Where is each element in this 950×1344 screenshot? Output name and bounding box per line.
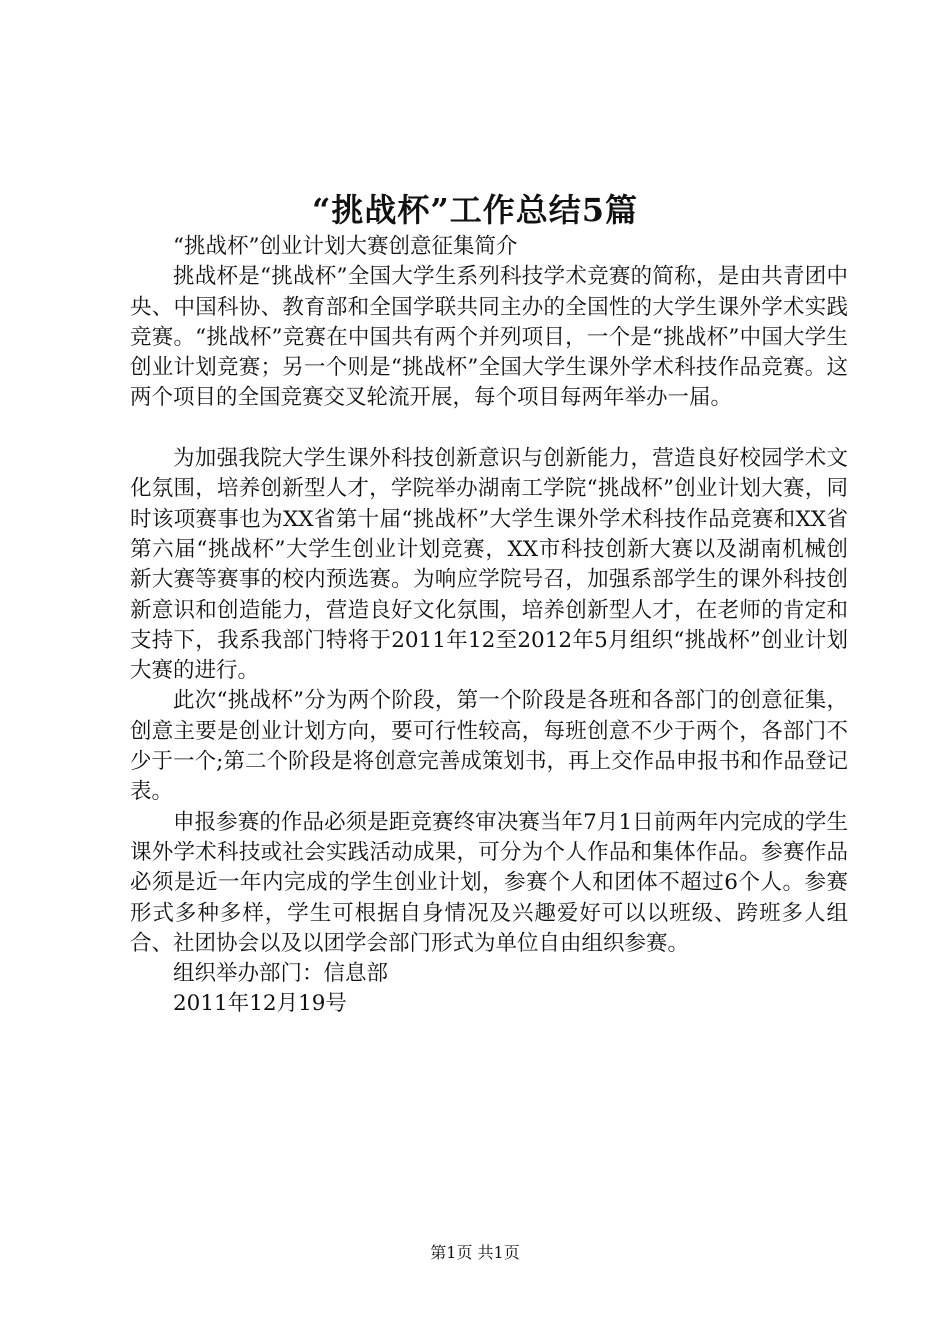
paragraph-purpose: 为加强我院大学生课外科技创新意识与创新能力，营造良好校园学术文化氛围，培养创新型人才，学院举办湖南工学院“挑战杯”创业计划大赛，同时该项赛事也为XX省第十届“挑战杯”大学生课外学术科技作品竞赛和XX省第六届“挑战杯”大学生创业计划竞赛，XX市科技创新大赛以及湖南机械创新大赛等赛事的校内预选赛。为响应学院号召，加强系部学生的课外科技创新意识和创造能力，营造良好文化氛围，培养创新型人才，在老师的肯定和支持下，我系我部门特将于2011年12至2012年5月组织“挑战杯”创业计划大赛的进行。 [130, 446, 848, 684]
paragraph-intro: 挑战杯是“挑战杯”全国大学生系列科技学术竞赛的简称，是由共青团中央、中国科协、教育部和全国学联共同主办的全国性的大学生课外学术实践竞赛。“挑战杯”竞赛在中国共有两个并列项目，一个是“挑战杯”中国大学生创业计划竞赛；另一个则是“挑战杯”全国大学生课外学术科技作品竞赛。这两个项目的全国竞赛交叉轮流开展，每个项目每两年举办一届。 [130, 264, 848, 411]
document-body [130, 232, 848, 1020]
page-footer: 第1页 共1页 [430, 1243, 520, 1262]
paragraph-requirements: 申报参赛的作品必须是距竞赛终审决赛当年7月1日前两年内完成的学生课外学术科技或社会实践活动成果，可分为个人作品和集体作品。参赛作品必须是近一年内完成的学生创业计划，参赛个人和团体不超过6个人。参赛形式多种多样，学生可根据自身情况及兴趣爱好可以以班级、跨班多人组合、社团协会以及以团学会部门形式为单位自由组织参赛。 [130, 809, 848, 956]
document-subtitle: “挑战杯”创业计划大赛创意征集简介 [173, 234, 518, 259]
document-title: “挑战杯”工作总结5篇 [311, 191, 639, 229]
paragraph-stages: 此次“挑战杯”分为两个阶段，第一个阶段是各班和各部门的创意征集，创意主要是创业计划方向，要可行性较高，每班创意不少于两个，各部门不少于一个;第二个阶段是将创意完善成策划书，再上交作品申报书和作品登记表。 [130, 688, 848, 805]
organizer-line: 组织举办部门：信息部 [173, 961, 389, 987]
date-line: 2011年12月19号 [173, 991, 347, 1017]
